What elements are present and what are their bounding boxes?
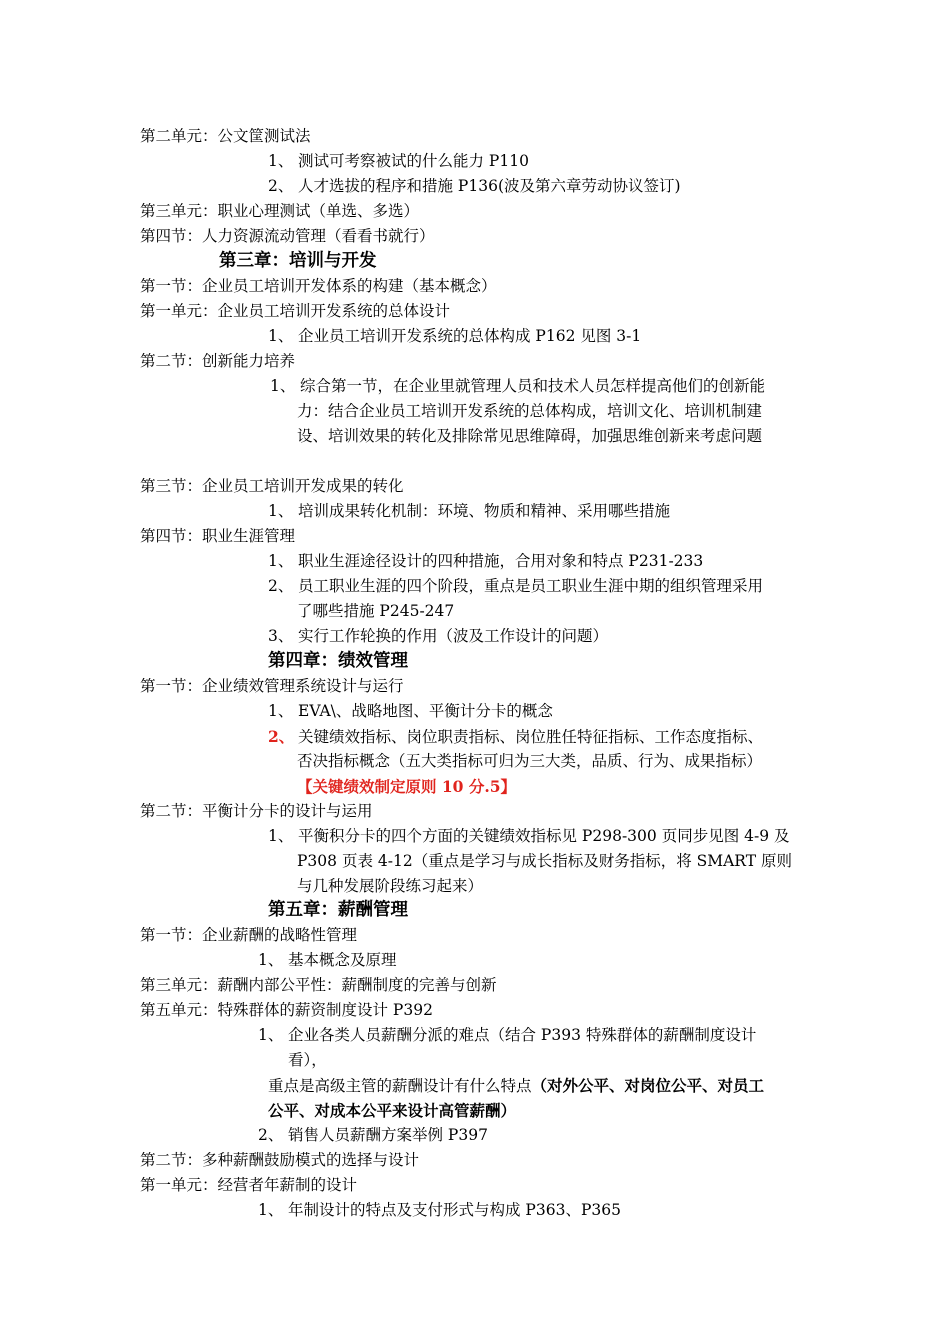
section-heading: 第二节：创新能力培养 — [140, 352, 296, 370]
list-item-continued: 力：结合企业员工培训开发系统的总体构成，培训文化、培训机制建 — [297, 402, 763, 420]
unit-heading: 第一单元：经营者年薪制的设计 — [140, 1176, 358, 1194]
section-heading: 第四节：职业生涯管理 — [140, 527, 296, 545]
section-heading: 第一节：企业员工培训开发体系的构建（基本概念） — [140, 277, 497, 295]
unit-heading: 第一单元：企业员工培训开发系统的总体设计 — [140, 302, 451, 320]
list-item-continued: P308 页表 4-12（重点是学习与成长指标及财务指标，将 SMART 原则 — [297, 852, 792, 870]
list-item: 3、 实行工作轮换的作用（波及工作设计的问题） — [268, 627, 609, 645]
section-heading: 第二节：多种薪酬鼓励模式的选择与设计 — [140, 1151, 420, 1169]
chapter-title: 第五章：薪酬管理 — [268, 900, 408, 920]
list-note-continued: 公平、对成本公平来设计高管薪酬） — [268, 1101, 517, 1120]
list-item: 2、 人才选拔的程序和措施 P136(波及第六章劳动协议签订) — [268, 177, 681, 195]
section-heading: 第一节：企业薪酬的战略性管理 — [140, 926, 358, 944]
section-heading: 第一节：企业绩效管理系统设计与运行 — [140, 677, 404, 695]
chapter-title: 第四章：绩效管理 — [268, 651, 408, 671]
list-item-continued: 与几种发展阶段练习起来） — [297, 877, 484, 895]
list-item-continued: 了哪些措施 P245-247 — [297, 602, 455, 620]
list-item: 1、 测试可考察被试的什么能力 P110 — [268, 152, 529, 170]
list-item: 1、 EVA\、战略地图、平衡计分卡的概念 — [268, 702, 553, 720]
list-note: 重点是高级主管的薪酬设计有什么特点（对外公平、对岗位公平、对员工 — [268, 1076, 765, 1095]
list-item-continued: 看）， — [288, 1051, 327, 1069]
unit-heading: 第五单元：特殊群体的薪资制度设计 P392 — [140, 1001, 433, 1019]
list-item-continued: 设、培训效果的转化及排除常见思维障碍，加强思维创新来考虑问题 — [297, 427, 763, 445]
section-heading: 第三节：企业员工培训开发成果的转化 — [140, 477, 404, 495]
section-heading: 第四节：人力资源流动管理（看看书就行） — [140, 227, 435, 245]
list-item: 1、 基本概念及原理 — [258, 951, 397, 969]
unit-heading: 第二单元：公文筐测试法 — [140, 127, 311, 145]
list-item: 1、 综合第一节，在企业里就管理人员和技术人员怎样提高他们的创新能 — [270, 377, 766, 395]
list-item: 1、 职业生涯途径设计的四种措施，合用对象和特点 P231-233 — [268, 552, 704, 570]
emphasis-text: （对外公平、对岗位公平、对员工 — [531, 1076, 765, 1095]
unit-heading: 第三单元：薪酬内部公平性：薪酬制度的完善与创新 — [140, 976, 497, 994]
section-heading: 第二节：平衡计分卡的设计与运用 — [140, 802, 373, 820]
list-item: 1、 培训成果转化机制：环境、物质和精神、采用哪些措施 — [268, 502, 671, 520]
list-item: 2、 员工职业生涯的四个阶段，重点是员工职业生涯中期的组织管理采用 — [268, 577, 764, 595]
list-item: 1、 企业各类人员薪酬分派的难点（结合 P393 特殊群体的薪酬制度设计 — [258, 1026, 757, 1044]
list-item: 1、 平衡积分卡的四个方面的关键绩效指标见 P298-300 页同步见图 4-9 及 — [268, 827, 790, 845]
list-item: 1、 年制设计的特点及支付形式与构成 P363、P365 — [258, 1201, 621, 1219]
list-item: 1、 企业员工培训开发系统的总体构成 P162 见图 3-1 — [268, 327, 642, 345]
list-item-continued: 否决指标概念（五大类指标可归为三大类，品质、行为、成果指标） — [297, 752, 763, 770]
key-note: 【关键绩效制定原则 10 分.5】 — [297, 777, 517, 796]
list-item: 2、 销售人员薪酬方案举例 P397 — [258, 1126, 488, 1144]
unit-heading: 第三单元：职业心理测试（单选、多选） — [140, 202, 420, 220]
list-item: 2、 关键绩效指标、岗位职责指标、岗位胜任特征指标、工作态度指标、 — [268, 727, 764, 746]
chapter-title: 第三章：培训与开发 — [219, 251, 377, 271]
